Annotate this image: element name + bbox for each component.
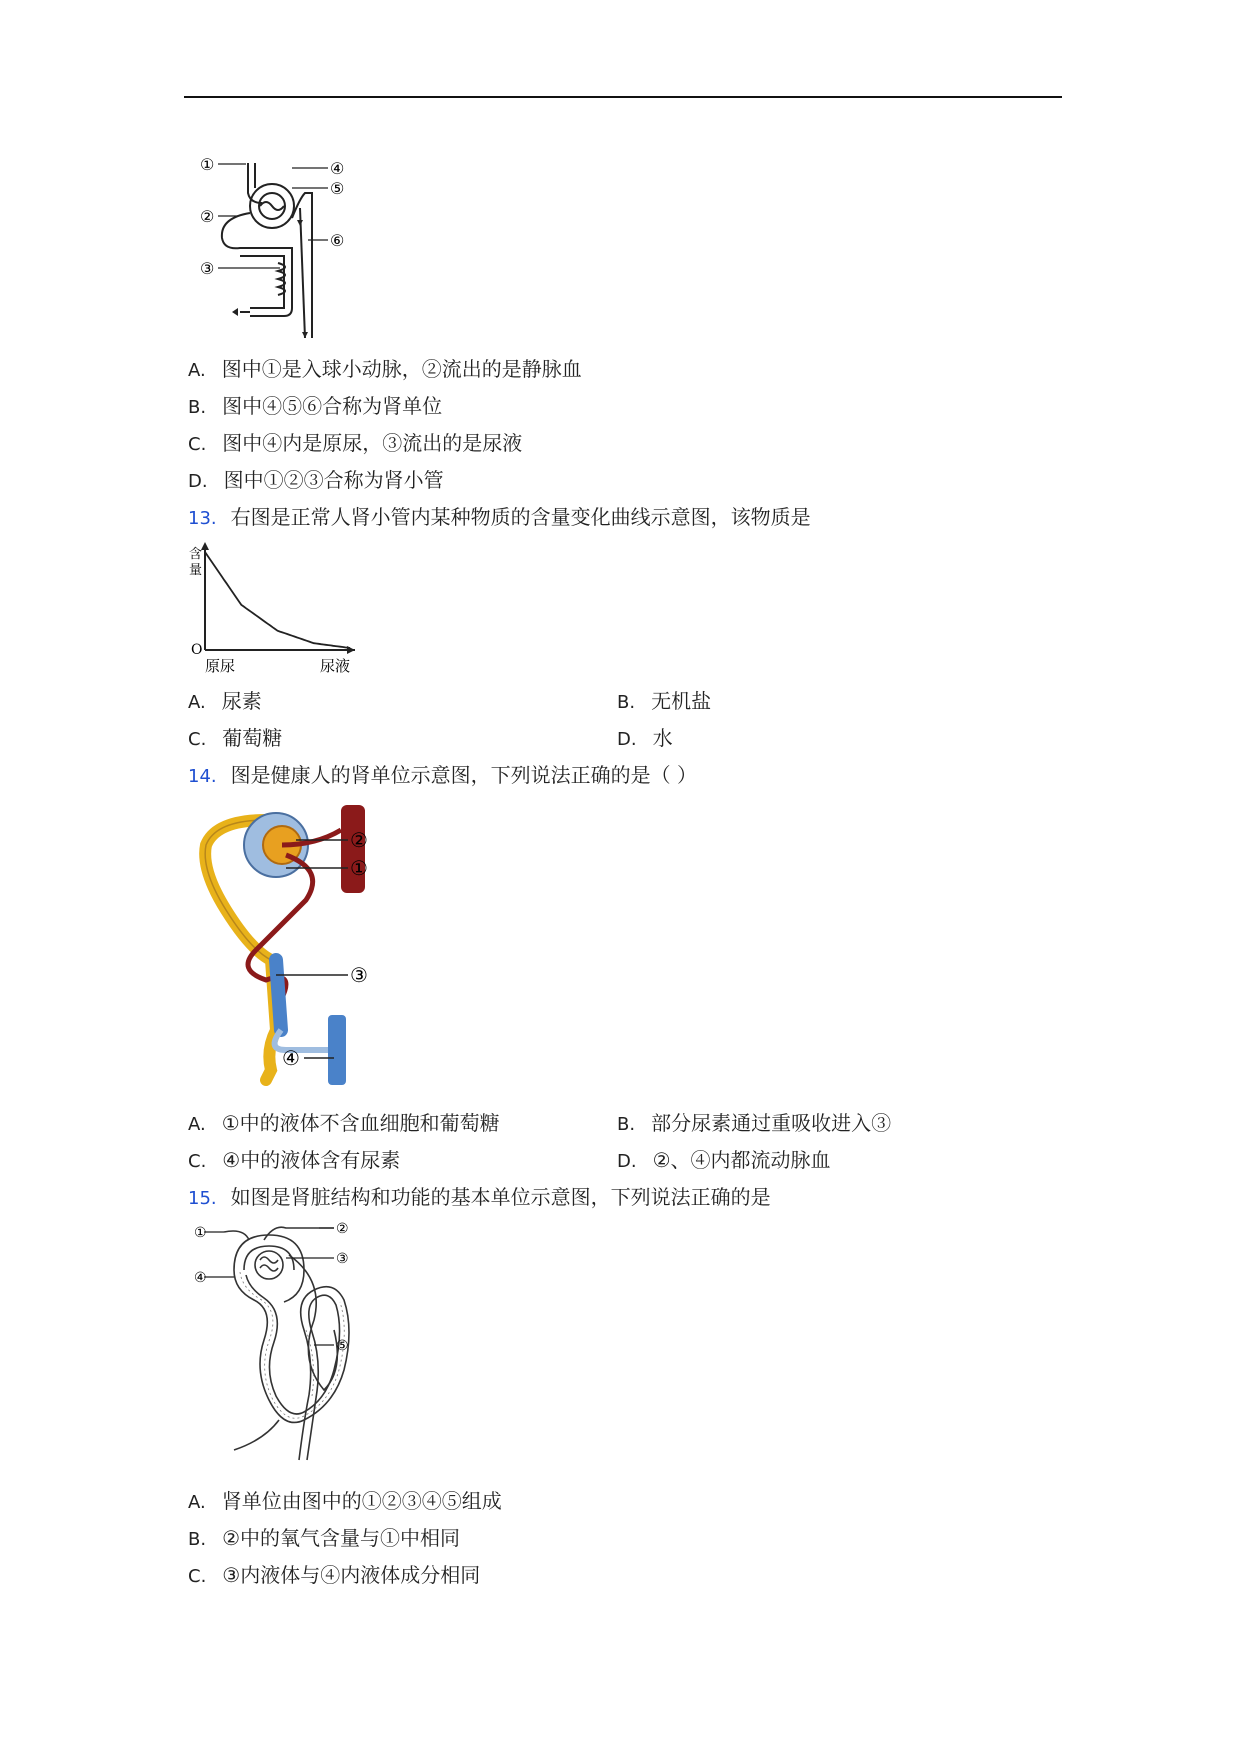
q14-label-3: ③	[350, 963, 368, 987]
q12-option-d: D. 图中①②③合称为肾小管	[188, 468, 444, 492]
q15-label-1: ①	[194, 1225, 207, 1241]
q12-label-1: ①	[200, 158, 215, 174]
q14-label-4: ④	[282, 1046, 300, 1070]
q15-stem: 15. 如图是肾脏结构和功能的基本单位示意图，下列说法正确的是	[188, 1185, 771, 1209]
q15-option-b: B. ②中的氧气含量与①中相同	[188, 1526, 461, 1550]
q13-origin-label: O	[191, 642, 203, 658]
q14-option-b: B. 部分尿素通过重吸收进入③	[617, 1111, 892, 1135]
q13-stem: 13. 右图是正常人肾小管内某种物质的含量变化曲线示意图，该物质是	[188, 505, 811, 529]
q13-option-b: B. 无机盐	[617, 689, 712, 713]
q12-label-5: ⑤	[330, 179, 345, 198]
q14-option-a: A. ①中的液体不含血细胞和葡萄糖	[188, 1111, 500, 1135]
q12-label-3: ③	[200, 259, 215, 278]
q15-label-4: ④	[194, 1270, 207, 1286]
q12-label-2: ②	[200, 207, 215, 226]
q12-nephron-figure	[200, 158, 380, 343]
q12-label-4: ④	[330, 159, 345, 178]
q13-chart	[185, 538, 365, 678]
q14-stem: 14. 图是健康人的肾单位示意图，下列说法正确的是（ ）	[188, 763, 697, 787]
q12-option-c: C. 图中④内是原尿，③流出的是尿液	[188, 431, 523, 455]
q14-label-1: ①	[350, 856, 368, 880]
q13-option-a: A. 尿素	[188, 689, 262, 713]
q13-y-arrow	[201, 542, 209, 550]
q13-x-label-end: 尿液	[320, 657, 351, 675]
q15-option-c: C. ③内液体与④内液体成分相同	[188, 1563, 481, 1587]
q15-option-a: A. 肾单位由图中的①②③④⑤组成	[188, 1489, 502, 1513]
q13-option-c: C. 葡萄糖	[188, 726, 283, 750]
q12-option-b: B. 图中④⑤⑥合称为肾单位	[188, 394, 443, 418]
q14-option-d: D. ②、④内都流动脉血	[617, 1148, 831, 1172]
q13-curve	[205, 552, 350, 648]
q15-label-3: ③	[336, 1251, 349, 1267]
q14-option-c: C. ④中的液体含有尿素	[188, 1148, 401, 1172]
q13-x-label-start: 原尿	[205, 657, 236, 675]
q15-nephron-figure	[194, 1220, 404, 1465]
q14-nephron-figure	[196, 800, 426, 1090]
header-rule	[184, 96, 1062, 98]
q15-label-5: ⑤	[336, 1338, 349, 1354]
q13-ylabel-char-1: 含	[189, 547, 203, 562]
q12-label-6: ⑥	[330, 231, 345, 250]
q13-option-d: D. 水	[617, 726, 673, 750]
q12-option-a: A. 图中①是入球小动脉，②流出的是静脉血	[188, 357, 582, 381]
q14-label-2: ②	[350, 828, 368, 852]
q13-ylabel-char-2: 量	[189, 563, 203, 578]
q15-label-2: ②	[336, 1221, 349, 1237]
